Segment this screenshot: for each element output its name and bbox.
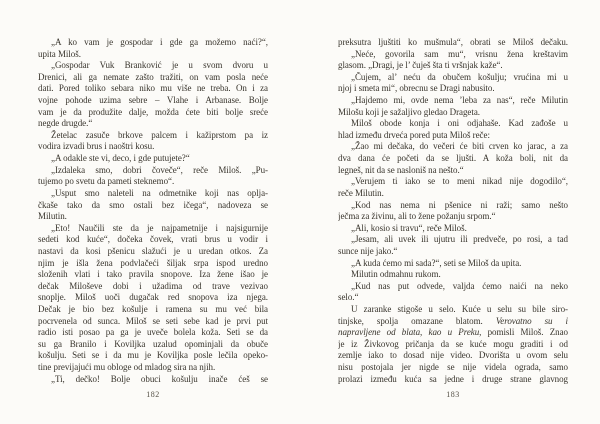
text-line: vojne pohode uzima sebre – Vlahe i Arbanase. Bolje xyxy=(38,95,268,106)
text-line: njim je išla žena podvlačeći šiljak srpa ispod uredno xyxy=(38,257,268,268)
page-right xyxy=(300,0,600,424)
text-line: upita Miloš. xyxy=(38,48,81,59)
text-line: napravljene od blata, kao u Preku, pomisli Miloš. Znao xyxy=(338,327,568,338)
text-line: košulju. Seti se i da mu je Koviljka posle lečila opeko- xyxy=(38,350,268,361)
text-line: „Gospodar Vuk Branković je u svom dvoru u xyxy=(51,60,268,71)
text-line: ječma za živinu, ali to žene požanju srpom.“ xyxy=(338,211,496,222)
text-line: preksutra ljuštiti ko mušmula“, obrati se Miloš dečaku. xyxy=(338,37,568,47)
text-line: Dečak je bio bez košulje i ramena su mu već bila xyxy=(38,304,268,315)
text-line: nastavi da kosi pšenicu slažući je u uredan otkos. Za xyxy=(38,245,268,256)
text-line: „Neće, govorila sam mu“, vrisnu žena kreštavim xyxy=(351,48,568,59)
text-line: legneš, nit da se nasloniš na nešto.“ xyxy=(338,164,464,175)
text-column-left xyxy=(38,37,268,385)
text-line: su ga Branilo i Koviljka uzalud opominjali da obuče xyxy=(38,338,268,349)
text-line: njoj i smeta mi“, obrecnu se Dragi nabusito. xyxy=(338,83,495,94)
text-line: tinjske, spolja omazane blatom. Verovatno su i xyxy=(338,315,568,326)
text-line: je iz Živkovog pričanja da se kuće mogu graditi i od xyxy=(338,338,568,349)
text-line: nisu postojala jer nigde se nije videla ograda, samo xyxy=(338,362,568,373)
text-line: „Kud nas put odvede, valjda ćemo naići na neko xyxy=(351,280,568,291)
text-line: Miloš obode konja i oni odjahaše. Kad zađoše u xyxy=(351,118,568,129)
text-line: tine previjajući mu obloge od mladog sira na njih. xyxy=(38,362,216,373)
text-line: „Ti, dečko! Bolje obuci košulju inače ćeš se xyxy=(51,373,268,384)
text-line: U zaranke stigoše u selo. Kuće u selu su bile siro- xyxy=(351,304,568,315)
text-line: „Kod nas nema ni pšenice ni raži; samo nešto xyxy=(351,199,568,210)
text-line: pocrvenela od sunca. Miloš se seti sebe kad je prvi put xyxy=(38,315,268,326)
text-line: prolazi između kuća sa jedne i druge strane glavnog xyxy=(338,373,568,384)
text-line: tujemo po svetu da pameti steknemo“. xyxy=(38,176,175,187)
text-line: vodira izvadi brus i naoštri kosu. xyxy=(38,141,155,152)
text-line: zemlje iako to dosad nije video. Dvorišta u ovom selu xyxy=(338,350,568,361)
text-line: čkaše tako da smo ostali bez ičega“, nadoveza se xyxy=(38,199,268,210)
text-line: „Verujem ti iako se to meni nikad nije dogodilo“, xyxy=(351,176,568,187)
text-line: „Čujem, al’ neću da obučem košulju; vrućina mi u xyxy=(351,71,568,82)
text-line: dva dana će početi da se ljušti. A koža boli, nit da xyxy=(338,153,568,164)
text-line: Milutin. xyxy=(38,211,67,222)
text-line: selo.“ xyxy=(338,292,359,303)
text-line: hlad između drveća pored puta Miloš reče: xyxy=(338,129,490,140)
text-line: glasom. „Dragi, je l’ čuješ šta ti vršnjak kaže“. xyxy=(338,60,503,71)
text-line: „Izdaleka smo, dobri čoveče“, reče Miloš. „Pu- xyxy=(51,164,268,175)
text-line: složenih vlati i tako pravila snopove. Iza žene išao je xyxy=(38,269,268,280)
text-line: „A odakle ste vi, deco, i gde putujete?“ xyxy=(51,153,190,164)
text-line: reče Milutin. xyxy=(338,187,384,198)
text-line: „Eto! Naučili ste da je najpametnije i najsigurnije xyxy=(51,222,268,233)
text-line: negde drugde.“ xyxy=(38,118,93,129)
text-line: sunce nije jako.“ xyxy=(338,245,398,256)
text-line: Drenici, ali ga nemate zašto tražiti, on vam posla neće xyxy=(38,71,268,82)
text-line: dečak Miloševe dobi i užadima od trave vezivao xyxy=(38,280,268,291)
text-line: „Usput smo naleteli na odmetnike koji nas oplja- xyxy=(51,187,268,198)
text-line: Milutin odmahnu rukom. xyxy=(351,269,441,280)
text-line: „A ko vam je gospodar i gde ga možemo naći?“, xyxy=(51,37,268,47)
text-line: „Žao mi dečaka, do večeri će biti crven ko jarac, a za xyxy=(351,141,568,152)
text-line: sedeti kod kuće“, dočeka čovek, vrati brus u vodir i xyxy=(38,234,268,245)
text-line: „A kuda ćemo mi sada?“, seti se Miloš da upita. xyxy=(351,257,522,268)
page-number-left: 182 xyxy=(146,390,160,399)
text-line: „Jesam, ali uvek ili ujutru ili predveče, po rosi, a tad xyxy=(351,234,568,245)
text-line: „Ali, kosio si travu“, reče Miloš. xyxy=(351,222,467,233)
text-line: vam je da produžite dalje, možda ćete biti bolje sreće xyxy=(38,106,268,117)
text-line: snoplje. Miloš uoči dugačak red snopova iza njega. xyxy=(38,292,268,303)
text-line: dati. Pored toliko sebara niko mu više ne treba. On i za xyxy=(38,83,268,94)
text-line: „Hajdemo mi, ovde nema ’leba za nas“, reče Milutin xyxy=(351,95,568,106)
text-column-right xyxy=(338,37,568,385)
page-number-right: 183 xyxy=(446,390,460,399)
text-line: Milošu koji je sažaljivo gledao Drageta. xyxy=(338,106,480,117)
text-line: radio isti posao pa ga je uveče bolela koža. Seti se da xyxy=(38,327,268,338)
text-line: Žetelac zasuče brkove palcem i kažiprstom pa iz xyxy=(51,129,268,140)
